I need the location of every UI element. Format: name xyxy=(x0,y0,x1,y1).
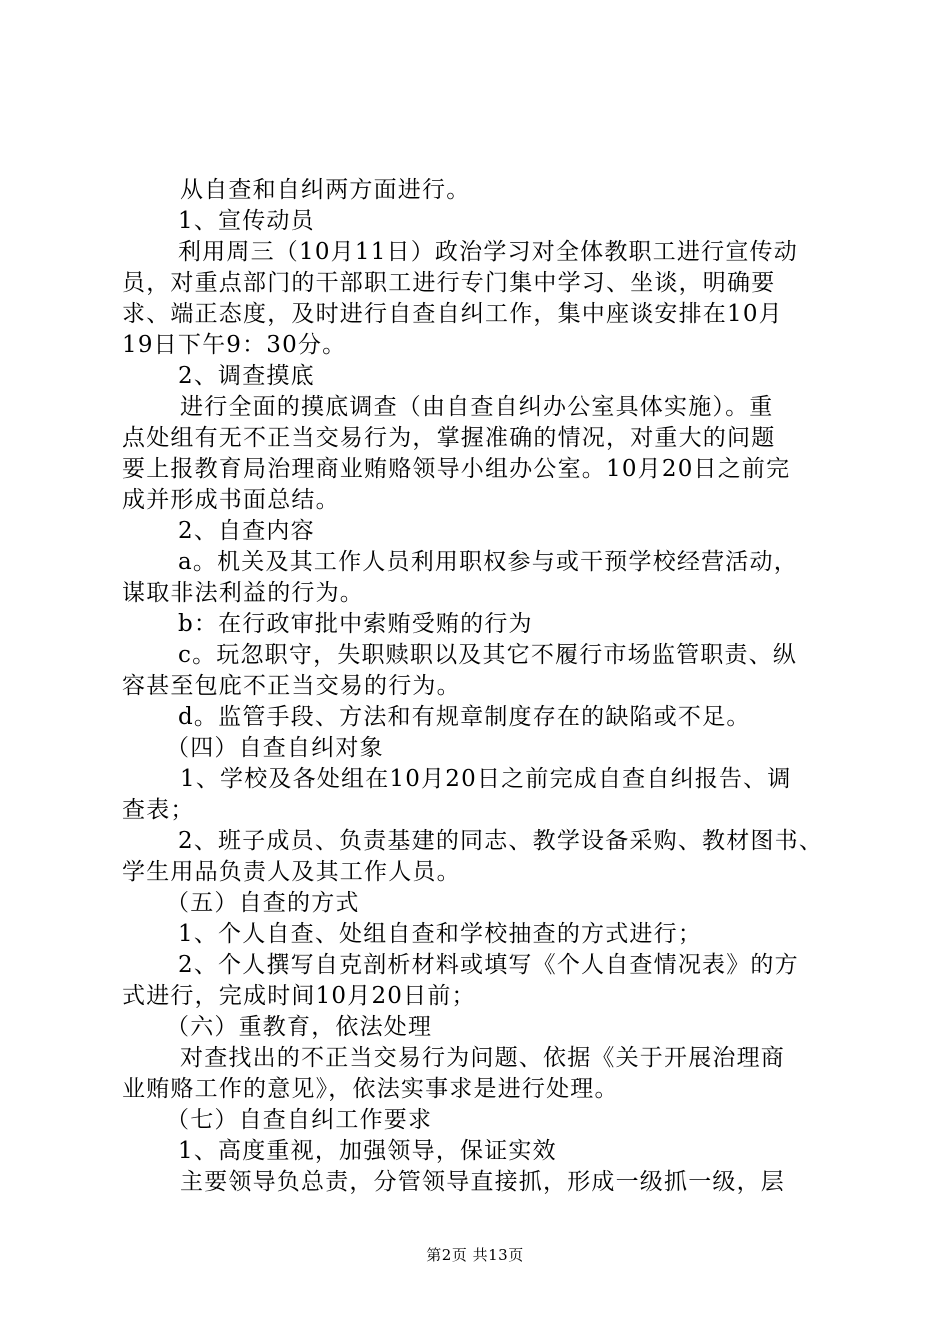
text-line: 学生用品负责人及其工作人员。 xyxy=(122,859,461,885)
text-line: 查表； xyxy=(122,797,195,823)
text-line: a。机关及其工作人员利用职权参与或干预学校经营活动， xyxy=(178,549,798,575)
text-line: b：在行政审批中索贿受贿的行为 xyxy=(178,611,533,637)
text-line: 1、宣传动员 xyxy=(178,208,315,234)
text-line: （七）自查自纠工作要求 xyxy=(166,1107,433,1133)
text-line: （四）自查自纠对象 xyxy=(166,735,384,761)
text-line: 利用周三（10月11日）政治学习对全体教职工进行宣传动 xyxy=(178,239,798,265)
text-line: 员，对重点部门的干部职工进行专门集中学习、坐谈，明确要 xyxy=(122,270,776,296)
text-line: （六）重教育，依法处理 xyxy=(166,1014,433,1040)
text-line: 2、个人撰写自克剖析材料或填写《个人自查情况表》的方 xyxy=(178,952,799,978)
text-line: 成并形成书面总结。 xyxy=(122,487,340,513)
text-line: 1、高度重视，加强领导，保证实效 xyxy=(178,1138,557,1164)
text-line: 2、调查摸底 xyxy=(178,363,315,389)
text-line: 1、个人自查、处组自查和学校抽查的方式进行； xyxy=(178,921,703,947)
text-line: 求、端正态度，及时进行自查自纠工作，集中座谈安排在10月 xyxy=(122,301,783,327)
text-line: 1、学校及各处组在10月20日之前完成自查自纠报告、调 xyxy=(180,766,792,792)
text-line: 业贿赂工作的意见》，依法实事求是进行处理。 xyxy=(122,1076,619,1102)
text-line: （五）自查的方式 xyxy=(166,890,360,916)
text-line: 容甚至包庇不正当交易的行为。 xyxy=(122,673,461,699)
text-line: 点处组有无不正当交易行为，掌握准确的情况，对重大的问题 xyxy=(122,425,776,451)
text-line: c。玩忽职守，失职赎职以及其它不履行市场监管职责、纵 xyxy=(178,642,798,668)
text-line: 2、自查内容 xyxy=(178,518,315,544)
text-line: 2、班子成员、负责基建的同志、教学设备采购、教材图书、 xyxy=(178,828,824,854)
text-line: 式进行，完成时间10月20日前； xyxy=(122,983,476,1009)
text-line: 从自查和自纠两方面进行。 xyxy=(180,177,471,203)
page-number-footer: 第2页 共13页 xyxy=(426,1246,524,1264)
text-line: d。监管手段、方法和有规章制度存在的缺陷或不足。 xyxy=(178,704,751,730)
text-line: 主要领导负总责，分管领导直接抓，形成一级抓一级，层 xyxy=(180,1169,785,1195)
text-line: 进行全面的摸底调查（由自查自纠办公室具体实施）。重 xyxy=(180,394,774,420)
text-line: 谋取非法利益的行为。 xyxy=(122,580,364,606)
text-line: 要上报教育局治理商业贿赂领导小组办公室。10月20日之前完 xyxy=(122,456,791,482)
text-line: 19日下午9：30分。 xyxy=(122,332,347,358)
text-line: 对查找出的不正当交易行为问题、依据《关于开展治理商 xyxy=(180,1045,785,1071)
